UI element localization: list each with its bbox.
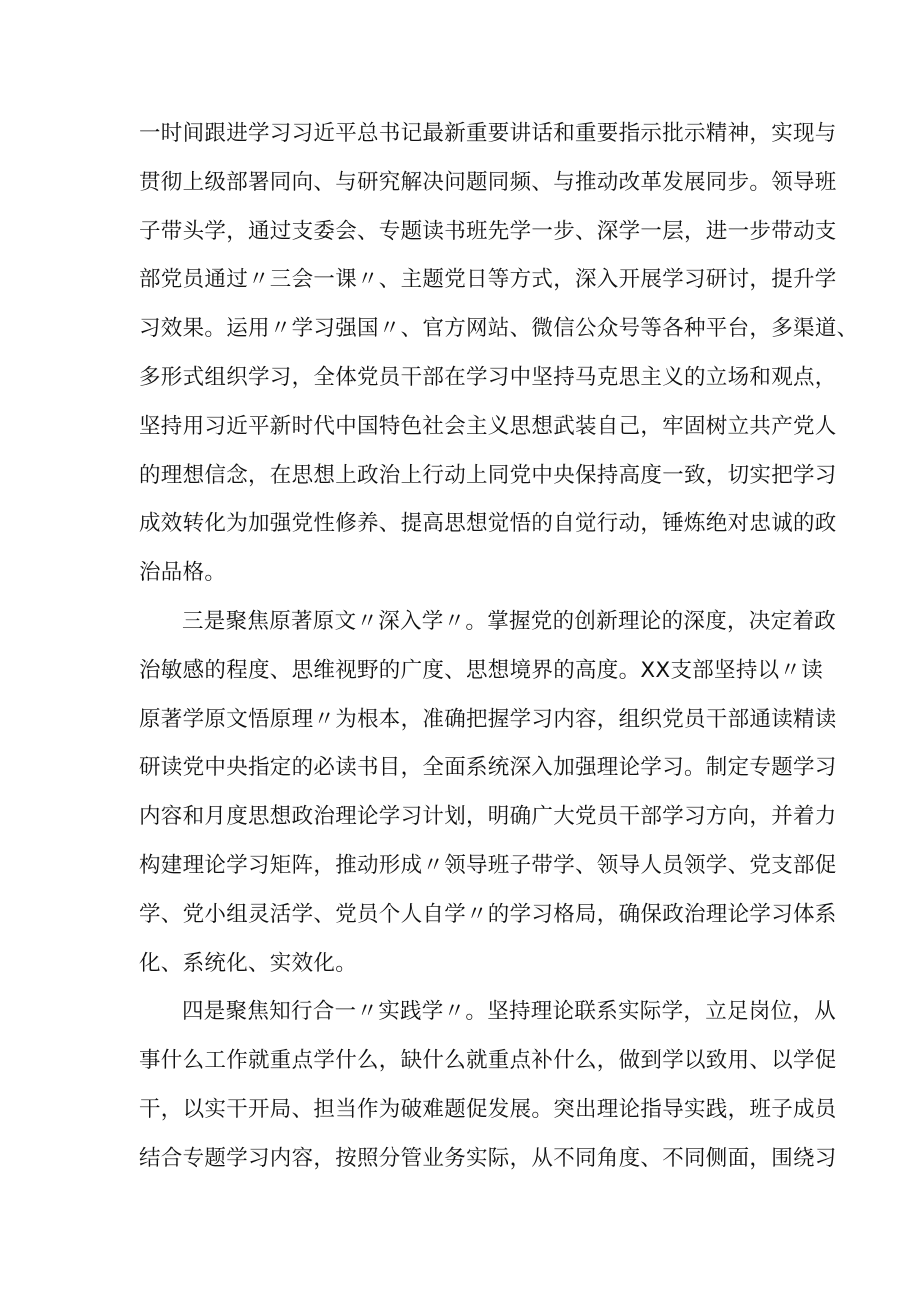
text-line: 习效果。运用〃学习强国〃、官方网站、微信公众号等各种平台，多渠道、 [139, 316, 859, 342]
text-line: 部党员通过〃三会一课〃、主题党日等方式，深入开展学习研讨，提升学 [139, 267, 837, 293]
text-line: 治品格。 [139, 560, 227, 586]
body-text [139, 110, 859, 1184]
text-line: 内容和月度思想政治理论学习计划，明确广大党员干部学习方向，并着力 [139, 804, 837, 830]
text-line: 子带头学，通过支委会、专题读书班先学一步、深学一层，进一步带动支 [139, 218, 837, 244]
text-line: 贯彻上级部署同向、与研究解决问题同频、与推动改革发展同步。领导班 [139, 169, 837, 195]
text-line: 事什么工作就重点学什么，缺什么就重点补什么，做到学以致用、以学促 [139, 1048, 837, 1074]
paragraph-start-line: 四是聚焦知行合一〃实践学〃。坚持理论联系实际学，立足岗位，从 [182, 999, 837, 1025]
text-line: 坚持用习近平新时代中国特色社会主义思想武装自己，牢固树立共产党人 [139, 413, 837, 439]
text-line: 研读党中央指定的必读书目，全面系统深入加强理论学习。制定专题学习 [139, 755, 837, 781]
text-line: 多形式组织学习，全体党员干部在学习中坚持马克思主义的立场和观点， [139, 364, 837, 390]
text-line: 干，以实干开局、担当作为破难题促发展。突出理论指导实践，班子成员 [139, 1096, 837, 1122]
text-line: 化、系统化、实效化。 [139, 950, 358, 976]
text-line: 一时间跟进学习习近平总书记最新重要讲话和重要指示批示精神，实现与 [139, 121, 837, 146]
text-line: 学、党小组灵活学、党员个人自学〃的学习格局，确保政治理论学习体系 [139, 901, 837, 927]
text-line: 治敏感的程度、思维视野的广度、思想境界的高度。XX支部坚持以〃读 [139, 657, 824, 683]
text-line: 的理想信念，在思想上政治上行动上同党中央保持高度一致，切实把学习 [139, 462, 837, 488]
text-line: 构建理论学习矩阵，推动形成〃领导班子带学、领导人员领学、党支部促 [139, 852, 837, 878]
text-line: 成效转化为加强党性修养、提高思想觉悟的自觉行动，锤炼绝对忠诚的政 [139, 511, 837, 537]
paragraph-start-line: 三是聚焦原著原文〃深入学〃。掌握党的创新理论的深度，决定着政 [182, 608, 837, 634]
text-line: 结合专题学习内容，按照分管业务实际，从不同角度、不同侧面，围绕习 [139, 1145, 837, 1171]
text-line: 原著学原文悟原理〃为根本，准确把握学习内容，组织党员干部通读精读 [139, 706, 837, 732]
